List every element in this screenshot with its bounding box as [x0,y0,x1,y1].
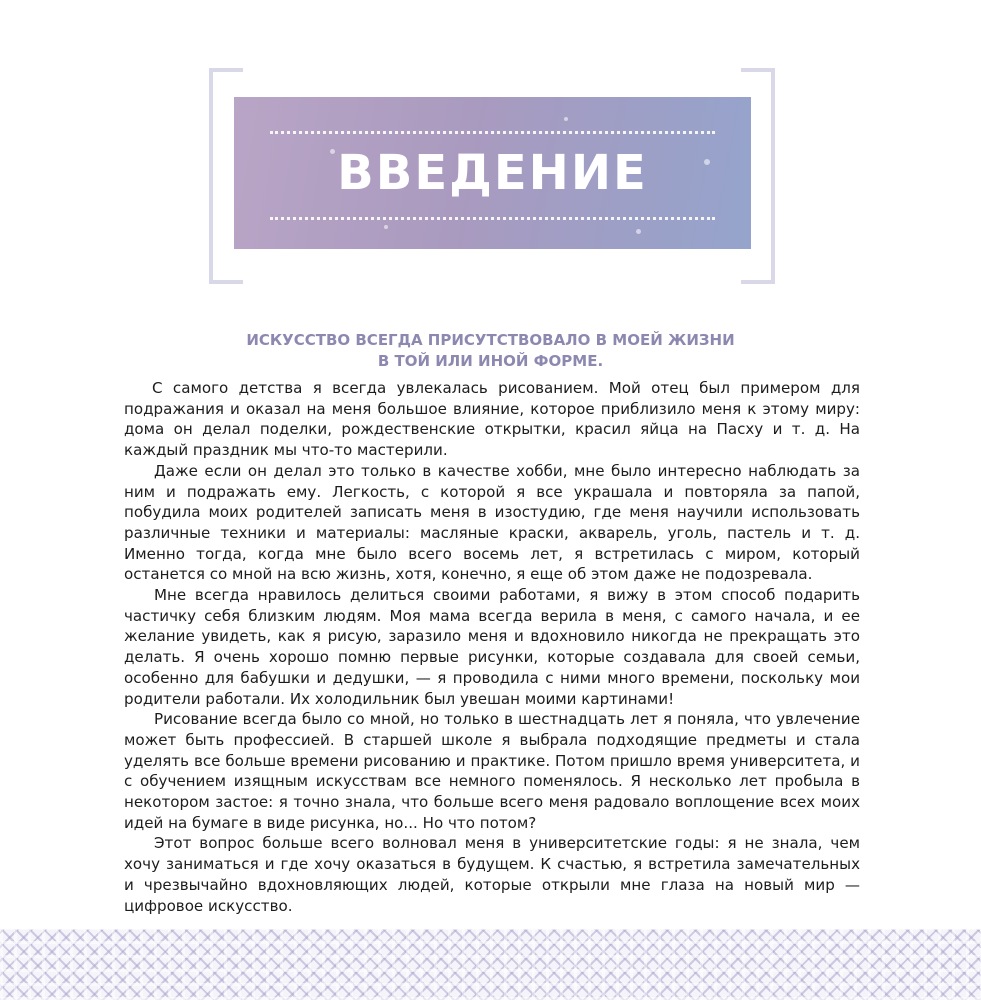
paragraph: С самого детства я всегда увлекалась рисованием. Мой отец был примером для подражания и оказал на меня большое влияние, которое приблизило меня к этому миру: дома он делал поделки, рождественские открытки, красил яйца на Пасху и т. д. На каждый праздник мы что-то мастерили. [124,379,860,460]
paragraph: Мне всегда нравилось делиться своими работами, я вижу в этом способ подарить частичку себя близким людям. Моя мама всегда верила в меня, с самого начала, и ее желание увидеть, как я рисую, заразило меня и вдохновило никогда не прекращать это делать. Я очень хорошо помню первые рисунки, которые создавала для своей семьи, особенно для бабушки и дедушки, — я проводила с ними много времени, поскольку мои родители работали. Их холодильник был увешан моими картинами! [124,586,860,708]
dotted-divider-bottom [270,217,715,220]
snow-dot [636,229,641,234]
subtitle-line: В ТОЙ ИЛИ ИНОЙ ФОРМЕ. [377,352,604,370]
body-text [124,378,860,916]
paragraph: Даже если он делал это только в качестве хобби, мне было интересно наблюдать за ним и подражать ему. Легкость, с которой я все украшала и повторяла за папой, побудила моих родителей записать меня в изостудию, где меня научили использовать различные техники и материалы: масляные краски, акварель, уголь, пастель и т. д. Именно тогда, когда мне было всего восемь лет, я встретилась с миром, который останется со мной на всю жизнь, хотя, конечно, я еще об этом даже не подозревала. [124,461,860,584]
page-title: ВВЕДЕНИЕ [337,145,648,201]
snow-dot [384,225,388,229]
snow-dot [564,117,568,121]
decorative-ornament-band [0,929,981,1000]
heading-banner [234,97,751,249]
paragraph: Этот вопрос больше всего волновал меня в университетские годы: я не знала, чем хочу заниматься и где хочу оказаться в будущем. К счастью, я встретила замечательных и чрезвычайно вдохновляющих людей, которые открыли мне глаза на новый мир — цифровое искусство. [124,834,860,915]
paragraph: Рисование всегда было со мной, но только в шестнадцать лет я поняла, что увлечение может быть профессией. В старшей школе я выбрала подходящие предметы и стала уделять все больше времени рисованию и практике. Потом пришло время университета, и с обучением изящным искусствам все немного поменялось. Я несколько лет пробыла в некотором застое: я точно знала, что больше всего меня радовало воплощение всех моих идей на бумаге в виде рисунка, но... Но что потом? [124,710,860,832]
subtitle [150,330,831,372]
subtitle-line: ИСКУССТВО ВСЕГДА ПРИСУТСТВОВАЛО В МОЕЙ ЖИЗНИ [246,331,735,349]
dotted-divider-top [270,131,715,134]
